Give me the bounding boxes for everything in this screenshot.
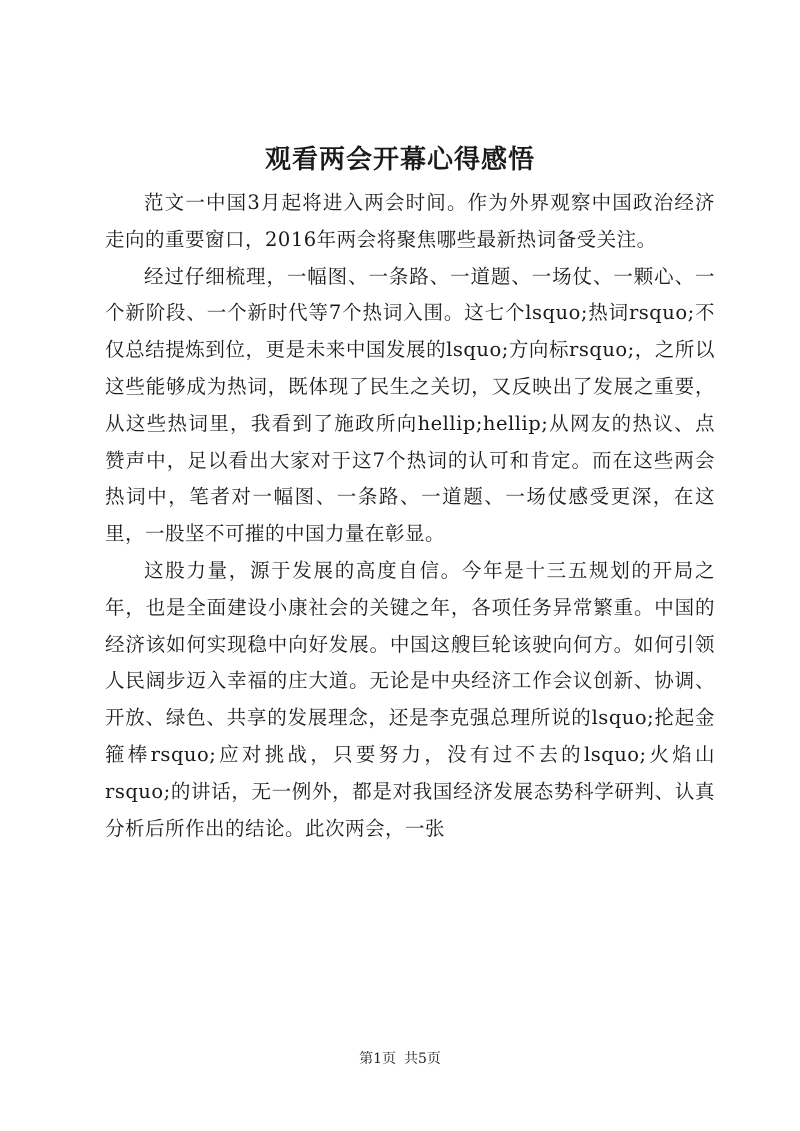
- page-footer: [0, 1049, 800, 1069]
- page-total: 共5页: [404, 1051, 441, 1067]
- page-number: 第1页: [359, 1051, 396, 1067]
- paragraph-1: 范文一中国3月起将进入两会时间。作为外界观察中国政治经济走向的重要窗口，2016年两会将聚焦哪些最新热词备受关注。: [105, 191, 715, 251]
- paragraph-2: 经过仔细梳理，一幅图、一条路、一道题、一场仗、一颗心、一个新阶段、一个新时代等7个热词入围。这七个lsquo;热词rsquo;不仅总结提炼到位，更是未来中国发展的lsquo;方向标rsquo;，之所以这些能够成为热词，既体现了民生之关切，又反映出了发展之重要，从这些热词里，我看到了施政所向hellip;hellip;从网友的热议、点赞声中，足以看出大家对于这7个热词的认可和肯定。而在这些两会热词中，笔者对一幅图、一条路、一道题、一场仗感受更深，在这里，一股坚不可摧的中国力量在彰显。: [105, 264, 715, 546]
- document-title: 观看两会开幕心得感悟: [264, 145, 535, 175]
- paragraph-3: 这股力量，源于发展的高度自信。今年是十三五规划的开局之年，也是全面建设小康社会的关键之年，各项任务异常繁重。中国的经济该如何实现稳中向好发展。中国这艘巨轮该驶向何方。如何引领人民阔步迈入幸福的庄大道。无论是中央经济工作会议创新、协调、开放、绿色、共享的发展理念，还是李克强总理所说的lsquo;抡起金箍棒rsquo;应对挑战，只要努力，没有过不去的lsquo;火焰山rsquo;的讲话，无一例外，都是对我国经济发展态势科学研判、认真分析后所作出的结论。此次两会，一张: [105, 558, 715, 840]
- document-body: [105, 185, 715, 847]
